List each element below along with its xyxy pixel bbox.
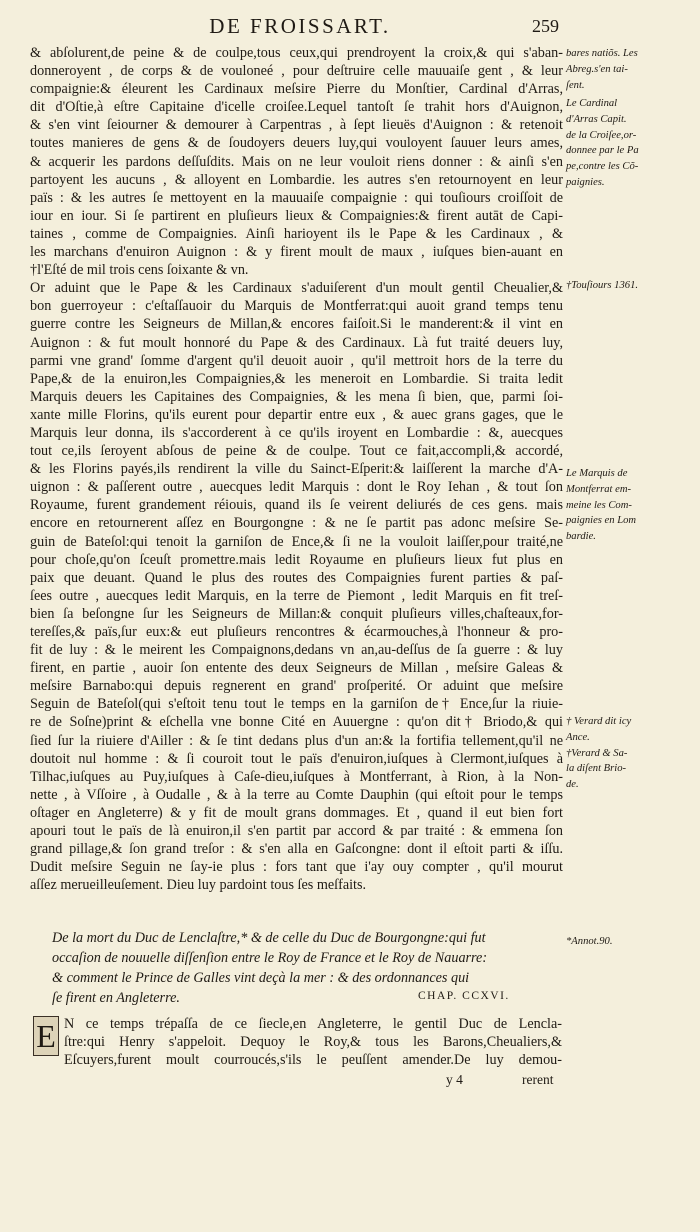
margin-note-marquis — [566, 466, 694, 545]
margin-note-line: meine les Com- — [566, 499, 632, 511]
text-line: tout ce,ils ſeroyent abſous de peine & de coulpe. Tout ce fait,accompli,& accordé, — [30, 443, 563, 460]
text-line: Marquis leur donna, ils s'accorderent à ce qu'ils iroyent en Lombardie : &, auecques — [30, 424, 563, 441]
text-line: parmi vne grand' ſomme d'argent qu'il deuoit auoir , qu'il mettroit hors de la terre du — [30, 352, 563, 369]
text-line: †l'Eſté de mil trois cens ſoixante & vn. — [30, 262, 249, 279]
margin-note-line: *Annot.90. — [566, 936, 613, 947]
text-line: donneroyent , de corps & de vouloneé , pour deſtruire celle mauuaiſe gent , & leur — [30, 63, 563, 80]
text-line: paix que deuant. Quand le plus des routes des Compaignies furent parties & paſ- — [30, 569, 563, 586]
text-line: ſtre:qui Henry s'appeloit. Dequoy le Roy,& tous les Barons,Cheualiers,& — [64, 1034, 562, 1051]
text-line: Eſcuyers,furent moult courroucés,s'ils le peuſſent amender.De luy demou- — [64, 1052, 562, 1069]
text-line: Auignon : & fut moult honnoré du Pape & des Cardinaux. Là fut traité deuers luy, — [30, 334, 563, 351]
margin-note-line: †Touſiours 1361. — [566, 280, 639, 291]
margin-note-verard — [566, 714, 694, 793]
text-line: les marchans d'enuiron Auignon : & y firent moult de maux , iuſques bien-auant en — [30, 244, 563, 261]
text-line: & acquerir les pardons deſſuſdits. Mais on ne leur vouloit riens donner : & ainſi s'en — [30, 153, 563, 170]
text-line: nette , à Vſſoire , à Oudalle , & à la terre au Comte Dauphin (qui eſtoit pour le temps — [30, 786, 563, 803]
catchword: rerent — [522, 1072, 554, 1087]
text-line: païs : & les autres ſe mettoyent en la mauuaiſe compaignie : qui touſiours croiſſoit de — [30, 189, 563, 206]
text-line: Marquis deuers les Capitaines des Compaignies, & les mena ſi bien, que, parmi ſoi- — [30, 388, 563, 405]
text-line: Dudit meſsire Seguin ne ſay-ie plus : fors tant que i'ay ouy compter , qu'il mourut — [30, 859, 563, 876]
margin-note-line: donnee par le Pa — [566, 145, 639, 157]
running-title: DE FROISSART. — [209, 14, 391, 38]
text-line: guin de Bateſol:qui tenoit la garniſon de Ence,& ſi ne la vouloit laiſſer,pour traité,ne — [30, 533, 563, 550]
text-line: compaignie:& éleurent les Cardinaux meſsire Pierre du Monſtier, Cardinal d'Arras, — [30, 81, 563, 98]
margin-note-line: pe,contre les Cõ- — [566, 161, 639, 173]
margin-note-line: paignies. — [566, 176, 605, 188]
text-line: bon guerroyeur : c'eſtaſſauoir du Marquis de Montferrat:qui auoit grand temps tenu — [30, 298, 563, 315]
signature-mark: y 4 — [446, 1072, 463, 1087]
text-line: encore en retournerent aſſez en Bourgongne : & ne ſe partit pas adonc meſsire Se- — [30, 515, 563, 532]
margin-note-line: ſent. — [566, 79, 585, 91]
text-line: doutoit nul homme : & ſi couroit tout le païs d'enuiron,iuſques à Clermont,iuſques à — [30, 750, 563, 767]
chapter-label: CHAP. CCXVI. — [418, 990, 510, 1002]
margin-note-line: de. — [566, 779, 579, 791]
margin-note-line: d'Arras Capit. — [566, 113, 627, 125]
text-line: & abſolurent,de peine & de coulpe,tous ceux,qui prendroyent la croix,& qui s'aban- — [30, 45, 563, 61]
text-line: Or aduint que le Pape & les Cardinaux s'aduiſerent d'un moult gentil Cheualier,& — [30, 280, 563, 297]
margin-note-line: Abreg.s'en tai- — [566, 63, 628, 75]
text-line: oſtager en Angleterre) & y fit de moult grans dommages. Et , quand il eut bien fort — [30, 804, 563, 821]
page-number: 259 — [532, 16, 559, 36]
margin-note-line: † Verard dit icy — [566, 716, 632, 727]
text-line: & s'en vint ſeiourner & demourer à Carpentras , à ſept lieuës d'Auignon : & retenoit — [30, 117, 563, 134]
text-line: De la mort du Duc de Lenclaſtre,* & de celle du Duc de Bourgongne:qui fut — [52, 930, 486, 946]
text-line: xante mille Florins, qu'ils eurent pour departir entre eux , & auec grans gages, que le — [30, 406, 563, 423]
margin-note-cardinal — [566, 96, 694, 191]
chapter-opening-text — [64, 1015, 562, 1069]
text-line: Royaume, furent grandement réiouis, quand ils ſe veirent deliurés de ces gens. mais — [30, 497, 563, 514]
margin-note-line: †Verard & Sa- — [566, 747, 628, 759]
text-line: meſsire Barnabo:qui depuis regnerent en grand' proſperité. Or aduint que meſsire — [30, 678, 563, 695]
text-line: ſe firent en Angleterre. — [52, 990, 180, 1006]
margin-note-line: Le Marquis de — [566, 468, 628, 479]
text-line: pour choſe,qu'on ſceuſt promettre.mais ledit Royaume en pluſieurs lieux fut plus en — [30, 551, 563, 568]
text-line: uignon : & paſſerent outre , auecques ledit Marquis : dont le Roy Iehan , & tout ſon — [30, 479, 563, 496]
main-text-block — [30, 44, 563, 894]
text-line: bien ſa beſongne ſur les Seigneurs de Millan:& conquit pluſieurs villes,chaſteaux,for- — [30, 605, 563, 622]
margin-note-line: bares natiõs. Les — [566, 48, 638, 59]
text-line: Seguin de Bateſol(qui s'eſtoit tenu tout le temps en la garniſon de† Ence,ſur la riuie- — [30, 696, 563, 713]
margin-note-line: Montferrat em- — [566, 483, 632, 495]
text-line: Pape,& de la enuiron,les Compaignies,& les meneroit en Lombardie. Si traita ledit — [30, 370, 563, 387]
margin-note-barbares — [566, 46, 694, 93]
text-line: toutes manieres de gens & de ſoudoyers deuers luy,qui vouloyent ſauuer leurs ames, — [30, 135, 563, 152]
text-line: guerre contre les Seigneurs de Millan,& encores faiſoit.Si le manderent:& il vint en — [30, 316, 563, 333]
margin-note-line: paignies en Lom — [566, 515, 637, 527]
text-line: dit d'Oſtie,à eſtre Capitaine d'icelle croiſee.Lequel tantoſt ſe trahit hors d'Auignon, — [30, 99, 563, 116]
text-line: apouri tout le païs de là enuiron,il s'en partit par accord & par traité : & emmena ſon — [30, 823, 563, 840]
text-line: ſied ſur la riuiere d'Ailler : & ſe tint dedans plus d'un an:& la fortifia tellement,qu'il ne — [30, 732, 563, 749]
text-line: re de Soſne)print & eſchella vne bonne Cité en Auuergne : qu'on dit† Briodo,& qui — [30, 714, 563, 731]
text-line: aſſez merueilleuſement. Dieu luy pardoint tous ſes meſfaits. — [30, 877, 367, 894]
text-line: tereſſes,& païs,ſur eux:& eut pluſieurs rencontres & écarmouches,à l'honneur & pro- — [30, 624, 563, 640]
drop-cap: E — [33, 1016, 59, 1056]
text-line: Tilhac,iuſques au Puy,iuſques à Caſe-dieu,iuſques à Montferrant, à Rion, à la Non- — [30, 768, 563, 785]
text-line: partoyent les aucuns , & alloyent en Lombardie. les autres s'en retournoyent en leur — [30, 171, 563, 188]
text-line: taines , comme de Compaignies. Ainſi harioyent ils le Pape & les Cardinaux , & — [30, 225, 563, 242]
margin-note-annot — [566, 934, 694, 950]
text-line: occaſion de nouuelle diſſenſion entre le Roy de France et le Roy de Nauarre: — [52, 950, 488, 966]
margin-note-line: Ance. — [566, 731, 590, 743]
text-line: fit de luy : & le meirent les Compaignons,dedans vn an,au-deſſus de ſa guerre : & luy — [30, 642, 563, 659]
text-line: ſees outre , auecques ledit Marquis, en la terre de Piemont , ledit Marquis en fit treſ- — [30, 587, 563, 604]
text-line: firent, en partie , auoir ſon entente des deux Seigneurs de Millan , meſsire Galeas & — [30, 660, 563, 677]
text-line: iour en iour. Si ſe partirent en pluſieurs lieux & Compaignies:& firent autāt de Capi- — [30, 207, 563, 224]
margin-note-line: bardie. — [566, 531, 596, 543]
text-line: N ce temps trépaſſa de ce ſiecle,en Angleterre, le gentil Duc de Lencla- — [64, 1016, 562, 1032]
margin-note-line: de la Croiſee,or- — [566, 129, 637, 141]
margin-note-line: Le Cardinal — [566, 98, 618, 109]
text-line: & comment le Prince de Galles vint deçà la mer : & des ordonnances qui — [52, 970, 470, 986]
margin-note-line: la diſent Brio- — [566, 763, 627, 775]
margin-note-touſiours — [566, 278, 694, 294]
text-line: grand pillage,& ſon grand treſor : & s'en alla en Gaſcongne: dont il eſtoit parti & iſſu. — [30, 841, 563, 858]
text-line: & les Florins payés,ils rendirent la ville du Sainct-Eſperit:& laiſſerent la marche d'A- — [30, 461, 563, 478]
